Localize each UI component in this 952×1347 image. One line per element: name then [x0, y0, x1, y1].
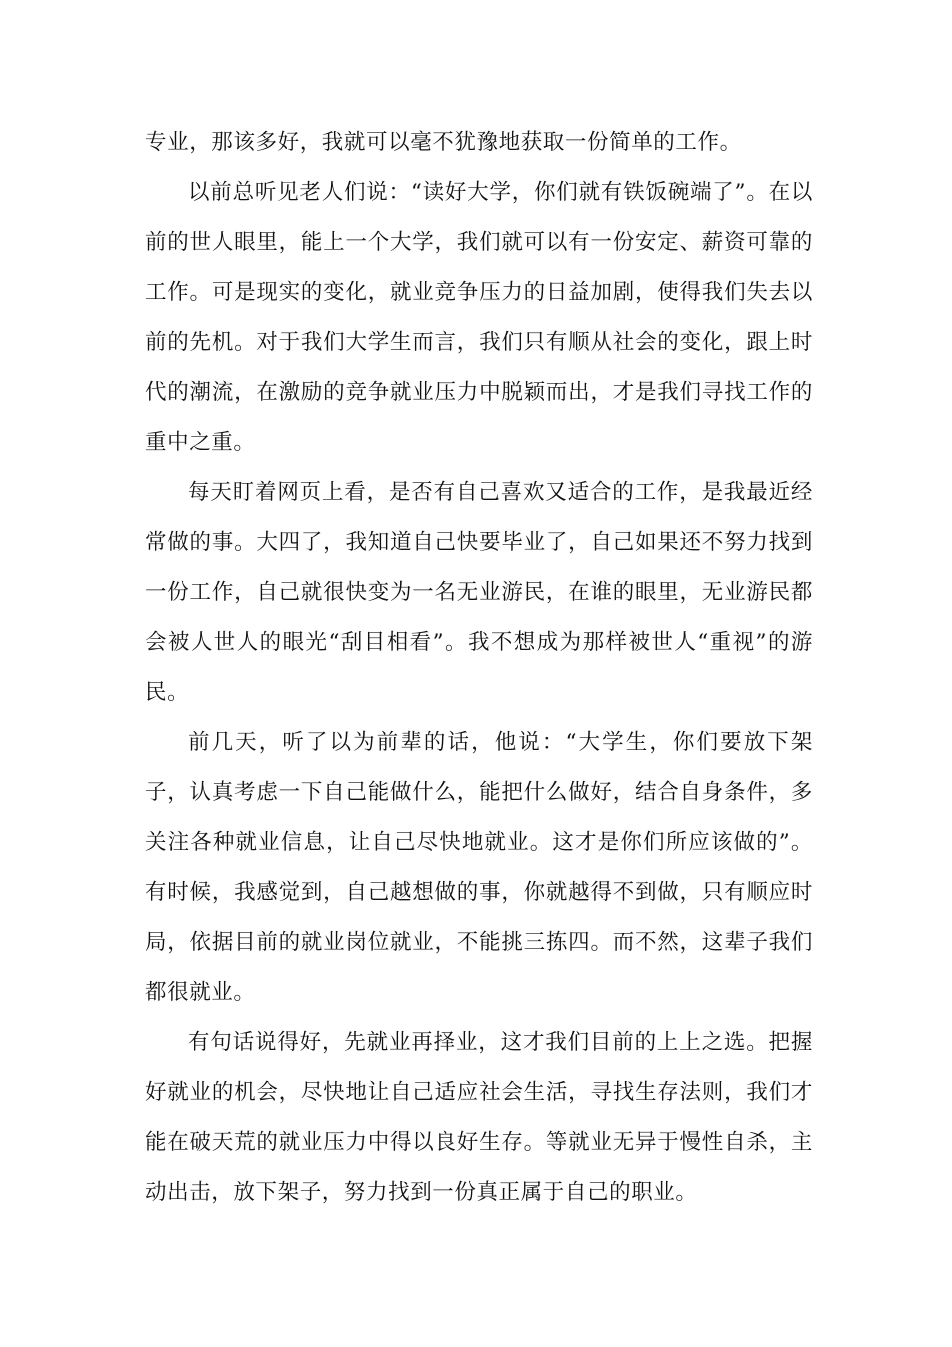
paragraph: 以前总听见老人们说：“读好大学，你们就有铁饭碗端了”。在以前的世人眼里，能上一个大学，我们就可以有一份安定、薪资可靠的工作。可是现实的变化，就业竞争压力的日益加剧，使得我们失去以前的先机。对于我们大学生而言，我们只有顺从社会的变化，跟上时代的潮流，在激励的竞争就业压力中脱颖而出，才是我们寻找工作的重中之重。 — [145, 180, 813, 455]
paragraph-continuation: 专业，那该多好，我就可以毫不犹豫地获取一份简单的工作。 — [145, 130, 742, 155]
paragraph: 有句话说得好，先就业再择业，这才我们目前的上上之选。把握好就业的机会，尽快地让自己适应社会生活，寻找生存法则，我们才能在破天荒的就业压力中得以良好生存。等就业无异于慢性自杀，主动出击，放下架子，努力找到一份真正属于自己的职业。 — [145, 1030, 813, 1205]
paragraph: 前几天，听了以为前辈的话，他说：“大学生，你们要放下架子，认真考虑一下自己能做什么，能把什么做好，结合自身条件，多关注各种就业信息，让自己尽快地就业。这才是你们所应该做的”。有时候，我感觉到，自己越想做的事，你就越得不到做，只有顺应时局，依据目前的就业岗位就业，不能挑三拣四。而不然，这辈子我们都很就业。 — [145, 730, 813, 1005]
document-body — [145, 118, 813, 1218]
paragraph: 每天盯着网页上看，是否有自己喜欢又适合的工作，是我最近经常做的事。大四了，我知道自己快要毕业了，自己如果还不努力找到一份工作，自己就很快变为一名无业游民，在谁的眼里，无业游民都会被人世人的眼光“刮目相看”。我不想成为那样被世人“重视”的游民。 — [145, 480, 813, 705]
